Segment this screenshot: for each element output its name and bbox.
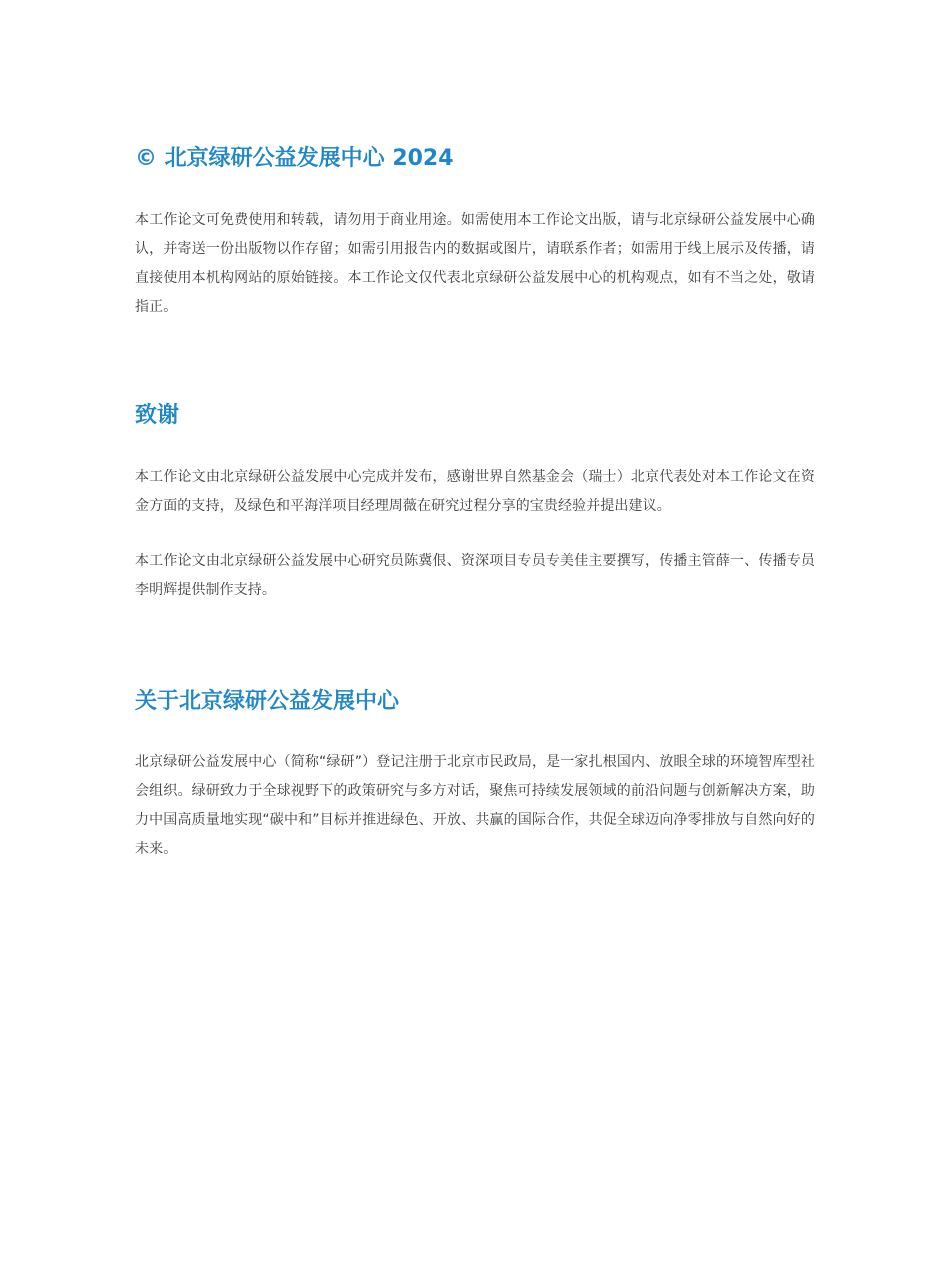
acknowledgements-heading: 致谢 [135, 403, 180, 428]
about-heading: 关于北京绿研公益发展中心 [135, 689, 400, 714]
copyright-notice: 本工作论文可免费使用和转载，请勿用于商业用途。如需使用本工作论文出版，请与北京绿研公益发展中心确认，并寄送一份出版物以作存留；如需引用报告内的数据或图片，请联系作者；如需用于线上展示及传播，请直接使用本机构网站的原始链接。本工作论文仅代表北京绿研公益发展中心的机构观点，如有不当之处，敬请指正。 [135, 212, 815, 315]
copyright-heading: © 北京绿研公益发展中心 2024 [135, 146, 454, 171]
about-paragraph: 北京绿研公益发展中心（简称“绿研”）登记注册于北京市民政局，是一家扎根国内、放眼全球的环境智库型社会组织。绿研致力于全球视野下的政策研究与多方对话，聚焦可持续发展领域的前沿问题与创新解决方案，助力中国高质量地实现“碳中和”目标并推进绿色、开放、共赢的国际合作，共促全球迈向净零排放与自然向好的未来。 [135, 754, 815, 857]
acknowledgements-paragraph: 本工作论文由北京绿研公益发展中心完成并发布，感谢世界自然基金会（瑞士）北京代表处对本工作论文在资金方面的支持，及绿色和平海洋项目经理周薇在研究过程分享的宝贵经验并提出建议。 [135, 469, 815, 514]
acknowledgements-paragraph: 本工作论文由北京绿研公益发展中心研究员陈冀佷、资深项目专员专美佳主要撰写，传播主管薛一、传播专员李明辉提供制作支持。 [135, 553, 815, 598]
